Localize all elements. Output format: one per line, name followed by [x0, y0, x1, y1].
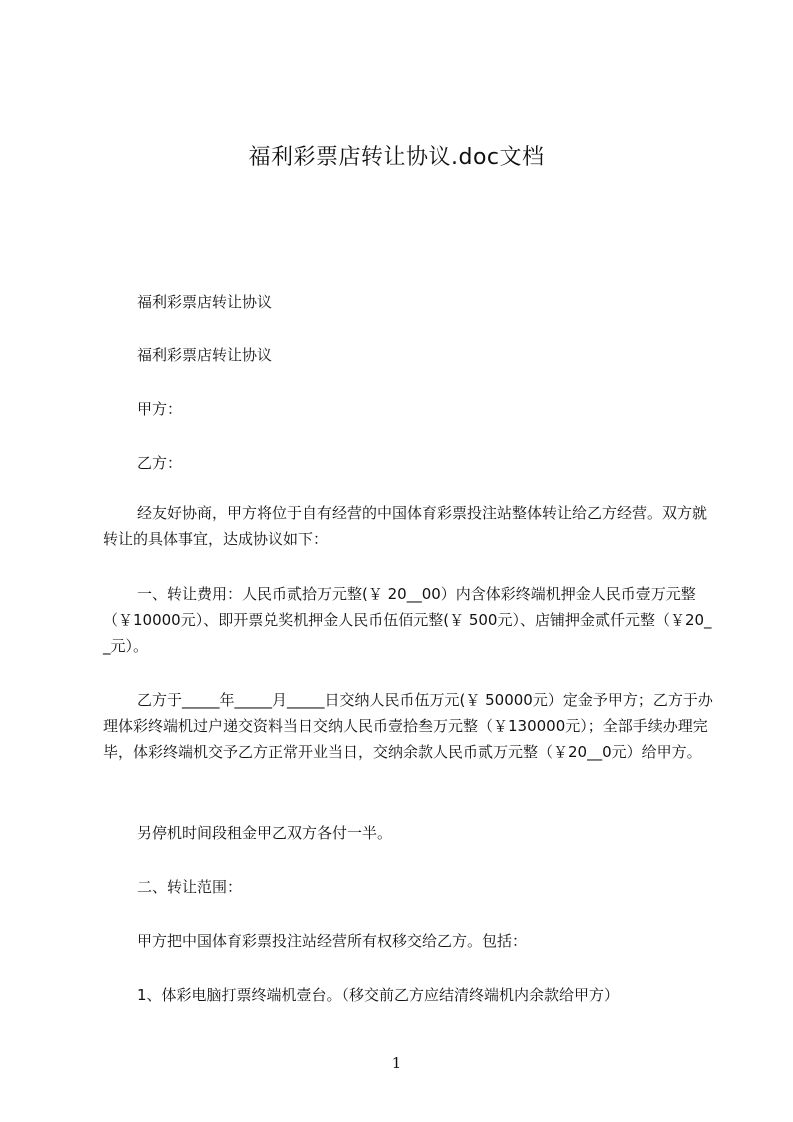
transfer-fee-paragraph: 一、转让费用：人民币贰拾万元整(￥ 20__00）内含体彩终端机押金人民币壹万元整（￥10000元）、即开票兑奖机押金人民币伍佰元整(￥ 500元）、店铺押金贰仟元整（￥20__元）。 — [103, 585, 712, 655]
party-b-label: 乙方： — [137, 454, 183, 472]
paragraph-heading: 福利彩票店转让协议 — [137, 293, 273, 311]
transfer-scope-paragraph: 甲方把中国体育彩票投注站经营所有权移交给乙方。包括： — [137, 932, 528, 950]
paragraph-heading: 福利彩票店转让协议 — [137, 346, 273, 364]
transfer-scope-heading: 二、转让范围： — [137, 878, 243, 896]
payment-terms-paragraph: 乙方于_____年_____月_____日交纳人民币伍万元(￥ 50000元）定金予甲方；乙方于办理体彩终端机过户递交资料当日交纳人民币壹拾叁万元整（￥130000元）；全部手续办理完毕，体彩终端机交予乙方正常开业当日，交纳余款人民币贰万元整（￥20__0元）给甲方。 — [103, 691, 713, 761]
page-number: 1 — [391, 1054, 402, 1072]
agreement-intro-paragraph: 经友好协商，甲方将位于自有经营的中国体育彩票投注站整体转让给乙方经营。双方就转让的具体事宜，达成协议如下： — [103, 504, 708, 548]
downtime-rent-paragraph: 另停机时间段租金甲乙双方各付一半。 — [137, 824, 393, 842]
party-a-label: 甲方： — [137, 400, 183, 418]
scope-item-1: 1、体彩电脑打票终端机壹台。（移交前乙方应结清终端机内余款给甲方） — [137, 986, 620, 1004]
document-title: 福利彩票店转让协议.doc文档 — [248, 145, 545, 170]
